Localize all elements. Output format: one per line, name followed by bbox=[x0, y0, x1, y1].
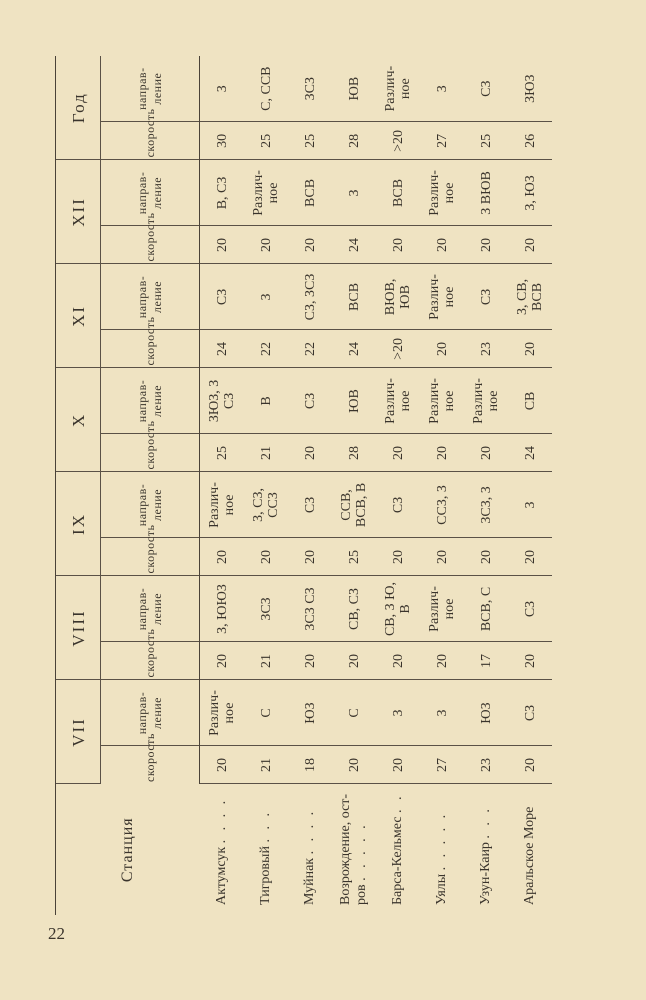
speed-cell: 20 bbox=[508, 746, 552, 784]
direction-cell: Различ-ное bbox=[376, 56, 420, 122]
speed-cell: 20 bbox=[508, 330, 552, 368]
speed-cell: 20 bbox=[508, 538, 552, 576]
direction-cell: З, ЮЗ bbox=[508, 160, 552, 226]
direction-header: направ-ление bbox=[101, 160, 200, 226]
direction-cell: СЗ bbox=[464, 264, 508, 330]
direction-cell: Различ-ное bbox=[244, 160, 288, 226]
direction-cell: С bbox=[244, 680, 288, 746]
direction-cell: Различ-ное bbox=[420, 264, 464, 330]
station-name: Тигровый bbox=[258, 846, 273, 905]
station-cell bbox=[244, 784, 288, 915]
station-cell bbox=[420, 784, 464, 915]
direction-header: направ-ление bbox=[101, 368, 200, 434]
direction-cell: СЗ bbox=[200, 264, 245, 330]
station-header: Станция bbox=[56, 784, 200, 915]
table-row bbox=[464, 56, 508, 915]
direction-cell: СЗ bbox=[464, 56, 508, 122]
station-cell bbox=[464, 784, 508, 915]
direction-cell: З, СЗ, ССЗ bbox=[244, 472, 288, 538]
direction-cell: Различ-ное bbox=[420, 368, 464, 434]
direction-cell: СЗ bbox=[376, 472, 420, 538]
speed-cell: 20 bbox=[464, 434, 508, 472]
speed-header: скорость bbox=[101, 122, 200, 160]
direction-cell: ЗСЗ bbox=[288, 56, 332, 122]
direction-cell: СЗ bbox=[508, 576, 552, 642]
direction-cell: ВЮВ, ЮВ bbox=[376, 264, 420, 330]
speed-cell: 21 bbox=[244, 642, 288, 680]
direction-cell: ЮВ bbox=[332, 368, 376, 434]
table-row bbox=[200, 56, 245, 915]
station-name: Аральское Море bbox=[522, 806, 537, 905]
speed-cell: 26 bbox=[508, 122, 552, 160]
direction-cell: ЗЮЗ bbox=[508, 56, 552, 122]
speed-cell: 24 bbox=[332, 330, 376, 368]
speed-cell: 24 bbox=[200, 330, 245, 368]
speed-cell: 28 bbox=[332, 434, 376, 472]
direction-cell: Различ-ное bbox=[376, 368, 420, 434]
speed-cell: 20 bbox=[376, 434, 420, 472]
speed-cell: 20 bbox=[420, 226, 464, 264]
station-name: Муйнак bbox=[302, 857, 317, 905]
direction-cell: З bbox=[376, 680, 420, 746]
direction-cell: ВСВ bbox=[332, 264, 376, 330]
speed-cell: 25 bbox=[464, 122, 508, 160]
direction-cell: ССЗ, З bbox=[420, 472, 464, 538]
speed-cell: 22 bbox=[244, 330, 288, 368]
speed-cell: 20 bbox=[376, 746, 420, 784]
speed-cell: 20 bbox=[332, 642, 376, 680]
speed-cell: 28 bbox=[332, 122, 376, 160]
direction-cell: СВ bbox=[508, 368, 552, 434]
speed-cell: 20 bbox=[288, 538, 332, 576]
direction-cell: З bbox=[200, 56, 245, 122]
dot-leader: . . . . bbox=[302, 808, 317, 855]
dot-leader: . . . . . bbox=[354, 822, 369, 881]
direction-cell: ЗСЗ СЗ bbox=[288, 576, 332, 642]
station-name: Узун-Каир bbox=[478, 842, 493, 905]
direction-cell: СЗ, ЗСЗ bbox=[288, 264, 332, 330]
direction-cell: СВ, СЗ bbox=[332, 576, 376, 642]
speed-header: скорость bbox=[101, 642, 200, 680]
speed-cell: 20 bbox=[420, 434, 464, 472]
direction-cell: Различ-ное bbox=[464, 368, 508, 434]
station-cell bbox=[200, 784, 245, 915]
speed-header: скорость bbox=[101, 538, 200, 576]
direction-cell: З, ЮЮЗ bbox=[200, 576, 245, 642]
direction-cell: В, СЗ bbox=[200, 160, 245, 226]
direction-cell: СЗ bbox=[288, 368, 332, 434]
direction-cell: СВ, З Ю, В bbox=[376, 576, 420, 642]
month-header: Год bbox=[56, 56, 101, 160]
direction-header: направ-ление bbox=[101, 680, 200, 746]
speed-header: скорость bbox=[101, 330, 200, 368]
speed-cell: 25 bbox=[332, 538, 376, 576]
direction-cell: С, ССВ bbox=[244, 56, 288, 122]
speed-cell: 20 bbox=[200, 642, 245, 680]
speed-cell: 23 bbox=[464, 746, 508, 784]
speed-cell: 25 bbox=[288, 122, 332, 160]
table-row bbox=[288, 56, 332, 915]
direction-header: направ-ление bbox=[101, 576, 200, 642]
direction-cell: ЗСЗ bbox=[244, 576, 288, 642]
station-name: Актумсук bbox=[213, 846, 229, 905]
speed-cell: 25 bbox=[200, 434, 245, 472]
speed-cell: 20 bbox=[376, 642, 420, 680]
speed-cell: 27 bbox=[420, 746, 464, 784]
dot-leader: . . . bbox=[478, 806, 493, 839]
direction-cell: ВСВ bbox=[376, 160, 420, 226]
speed-cell: >20 bbox=[376, 122, 420, 160]
direction-cell: Различ-ное bbox=[420, 160, 464, 226]
station-cell bbox=[376, 784, 420, 915]
speed-cell: 20 bbox=[464, 538, 508, 576]
speed-cell: 18 bbox=[288, 746, 332, 784]
direction-cell: З ВЮВ bbox=[464, 160, 508, 226]
direction-cell: ЗЮЗ, З СЗ bbox=[200, 368, 245, 434]
direction-cell: З bbox=[508, 472, 552, 538]
station-name: Уялы bbox=[434, 873, 449, 905]
speed-cell: 21 bbox=[244, 746, 288, 784]
speed-cell: 20 bbox=[376, 538, 420, 576]
month-header: VII bbox=[56, 680, 101, 784]
speed-cell: 24 bbox=[332, 226, 376, 264]
speed-cell: 20 bbox=[288, 642, 332, 680]
station-cell bbox=[508, 784, 552, 915]
month-header: X bbox=[56, 368, 101, 472]
direction-cell: ВСВ, С bbox=[464, 576, 508, 642]
speed-cell: 20 bbox=[464, 226, 508, 264]
direction-cell: З bbox=[420, 680, 464, 746]
station-name: Возрождение, ост-ров bbox=[338, 793, 369, 905]
month-header: XII bbox=[56, 160, 101, 264]
speed-cell: 20 bbox=[508, 226, 552, 264]
direction-cell: ЮЗ bbox=[288, 680, 332, 746]
speed-cell: 17 bbox=[464, 642, 508, 680]
direction-cell: ЮЗ bbox=[464, 680, 508, 746]
month-header: XI bbox=[56, 264, 101, 368]
speed-cell: 20 bbox=[288, 226, 332, 264]
speed-cell: 20 bbox=[508, 642, 552, 680]
speed-cell: 24 bbox=[508, 434, 552, 472]
speed-cell: 21 bbox=[244, 434, 288, 472]
wind-table bbox=[55, 56, 552, 915]
table-row bbox=[508, 56, 552, 915]
speed-cell: 20 bbox=[420, 330, 464, 368]
direction-cell: З, СВ, ВСВ bbox=[508, 264, 552, 330]
speed-cell: 20 bbox=[420, 642, 464, 680]
speed-cell: 20 bbox=[244, 226, 288, 264]
rotated-table-container bbox=[55, 58, 555, 915]
month-header: IX bbox=[56, 472, 101, 576]
direction-header: направ-ление bbox=[101, 264, 200, 330]
speed-cell: >20 bbox=[376, 330, 420, 368]
direction-cell: ВСВ bbox=[288, 160, 332, 226]
speed-cell: 25 bbox=[244, 122, 288, 160]
speed-cell: 20 bbox=[244, 538, 288, 576]
speed-header: скорость bbox=[101, 226, 200, 264]
speed-cell: 27 bbox=[420, 122, 464, 160]
speed-cell: 20 bbox=[332, 746, 376, 784]
station-cell bbox=[288, 784, 332, 915]
table-row bbox=[244, 56, 288, 915]
table-row bbox=[376, 56, 420, 915]
speed-cell: 20 bbox=[200, 538, 245, 576]
direction-cell: Различ-ное bbox=[420, 576, 464, 642]
direction-cell: С bbox=[332, 680, 376, 746]
speed-cell: 22 bbox=[288, 330, 332, 368]
speed-header: скорость bbox=[101, 434, 200, 472]
dot-leader: . . . bbox=[258, 810, 273, 843]
station-name: Барса-Кельмес bbox=[390, 816, 405, 905]
table-row bbox=[332, 56, 376, 915]
direction-cell: В bbox=[244, 368, 288, 434]
direction-cell: З bbox=[332, 160, 376, 226]
speed-cell: 23 bbox=[464, 330, 508, 368]
direction-cell: Различ-ное bbox=[200, 680, 245, 746]
table-row bbox=[420, 56, 464, 915]
direction-cell: З bbox=[420, 56, 464, 122]
dot-leader: . . . . bbox=[213, 797, 229, 844]
month-header: VIII bbox=[56, 576, 101, 680]
direction-header: направ-ление bbox=[101, 472, 200, 538]
direction-cell: Различ-ное bbox=[200, 472, 245, 538]
speed-cell: 20 bbox=[288, 434, 332, 472]
speed-cell: 30 bbox=[200, 122, 245, 160]
direction-cell: З bbox=[244, 264, 288, 330]
speed-cell: 20 bbox=[200, 746, 245, 784]
direction-cell: ССВ, ВСВ, В bbox=[332, 472, 376, 538]
speed-cell: 20 bbox=[420, 538, 464, 576]
page-number: 22 bbox=[48, 924, 65, 943]
dot-leader: . . bbox=[390, 793, 405, 813]
direction-cell: ЗСЗ, З bbox=[464, 472, 508, 538]
speed-cell: 20 bbox=[200, 226, 245, 264]
speed-header: скорость bbox=[101, 746, 200, 784]
direction-cell: ЮВ bbox=[332, 56, 376, 122]
speed-cell: 20 bbox=[376, 226, 420, 264]
direction-cell: СЗ bbox=[508, 680, 552, 746]
direction-header: направ-ление bbox=[101, 56, 200, 122]
station-cell bbox=[332, 784, 376, 915]
dot-leader: . . . . . bbox=[434, 811, 449, 871]
direction-cell: СЗ bbox=[288, 472, 332, 538]
